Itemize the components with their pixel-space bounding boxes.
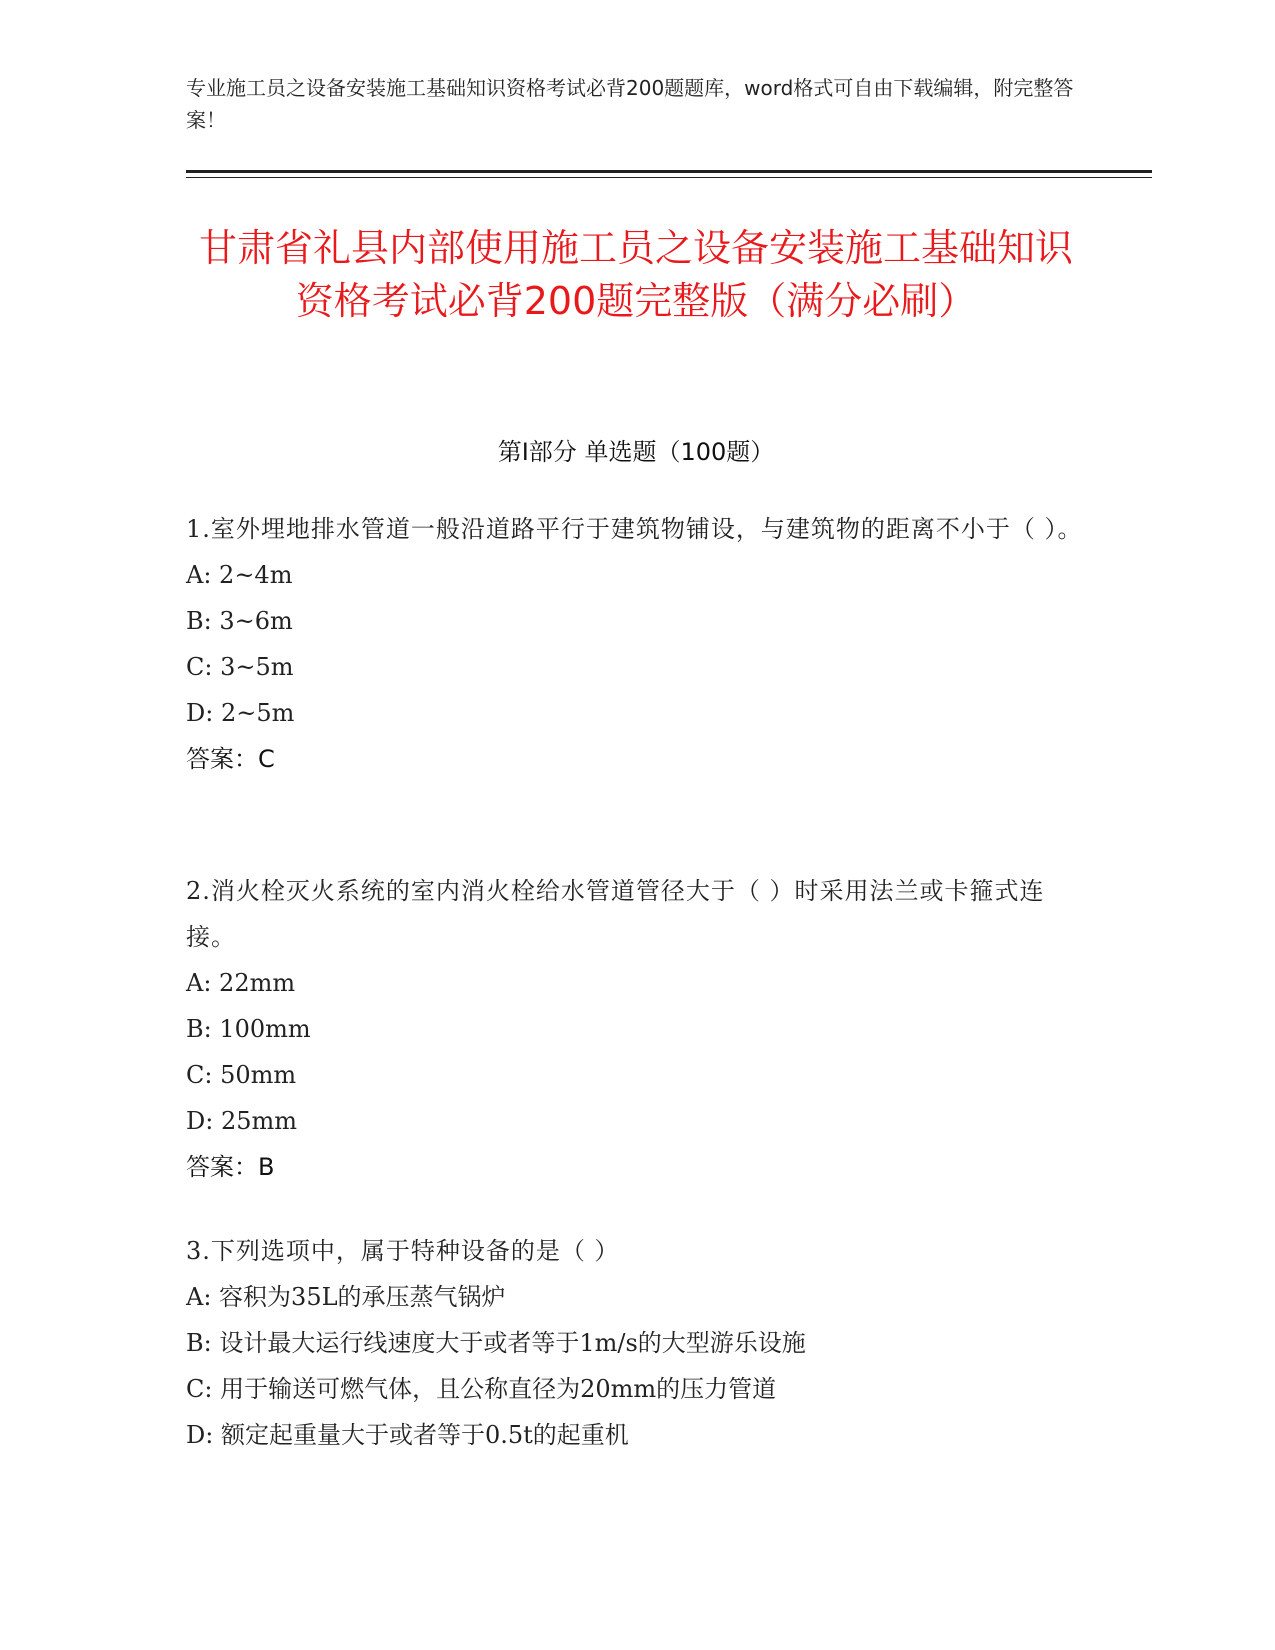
option-c: C: 3~5m (186, 653, 294, 681)
option-c: C: 50mm (186, 1061, 297, 1089)
option-b: B: 3~6m (186, 607, 293, 635)
header-note: 专业施工员之设备安装施工基础知识资格考试必背200题题库，word格式可自由下载编辑，附完整答案！ (186, 76, 1074, 132)
answer: 答案：C (186, 745, 275, 773)
option-b: B: 100mm (186, 1015, 311, 1043)
option-d: D: 额定起重量大于或者等于0.5t的起重机 (186, 1421, 629, 1449)
document-title: 甘肃省礼县内部使用施工员之设备安装施工基础知识资格考试必背200题完整版（满分必刷） (198, 226, 1073, 323)
question-2 (186, 868, 1086, 1190)
option-a: A: 2~4m (186, 561, 293, 589)
answer: 答案：B (186, 1153, 275, 1181)
question-text: 1.室外埋地排水管道一般沿道路平行于建筑物铺设，与建筑物的距离不小于（ ）。 (186, 515, 1083, 543)
question-text: 2.消火栓灭火系统的室内消火栓给水管道管径大于（ ）时采用法兰或卡箍式连接。 (186, 877, 1045, 951)
question-1 (186, 506, 1086, 782)
section-title: 第Ⅰ部分 单选题（100题） (497, 438, 775, 466)
header-rule-thin (186, 177, 1152, 178)
question-3 (186, 1228, 1086, 1458)
option-c: C: 用于输送可燃气体，且公称直径为20mm的压力管道 (186, 1375, 777, 1403)
question-text: 3.下列选项中，属于特种设备的是（ ） (186, 1237, 620, 1265)
option-d: D: 2~5m (186, 699, 295, 727)
option-d: D: 25mm (186, 1107, 298, 1135)
option-b: B: 设计最大运行线速度大于或者等于1m/s的大型游乐设施 (186, 1329, 806, 1357)
option-a: A: 22mm (186, 969, 296, 997)
header-rule-thick (186, 170, 1152, 173)
option-a: A: 容积为35L的承压蒸气锅炉 (186, 1283, 506, 1311)
